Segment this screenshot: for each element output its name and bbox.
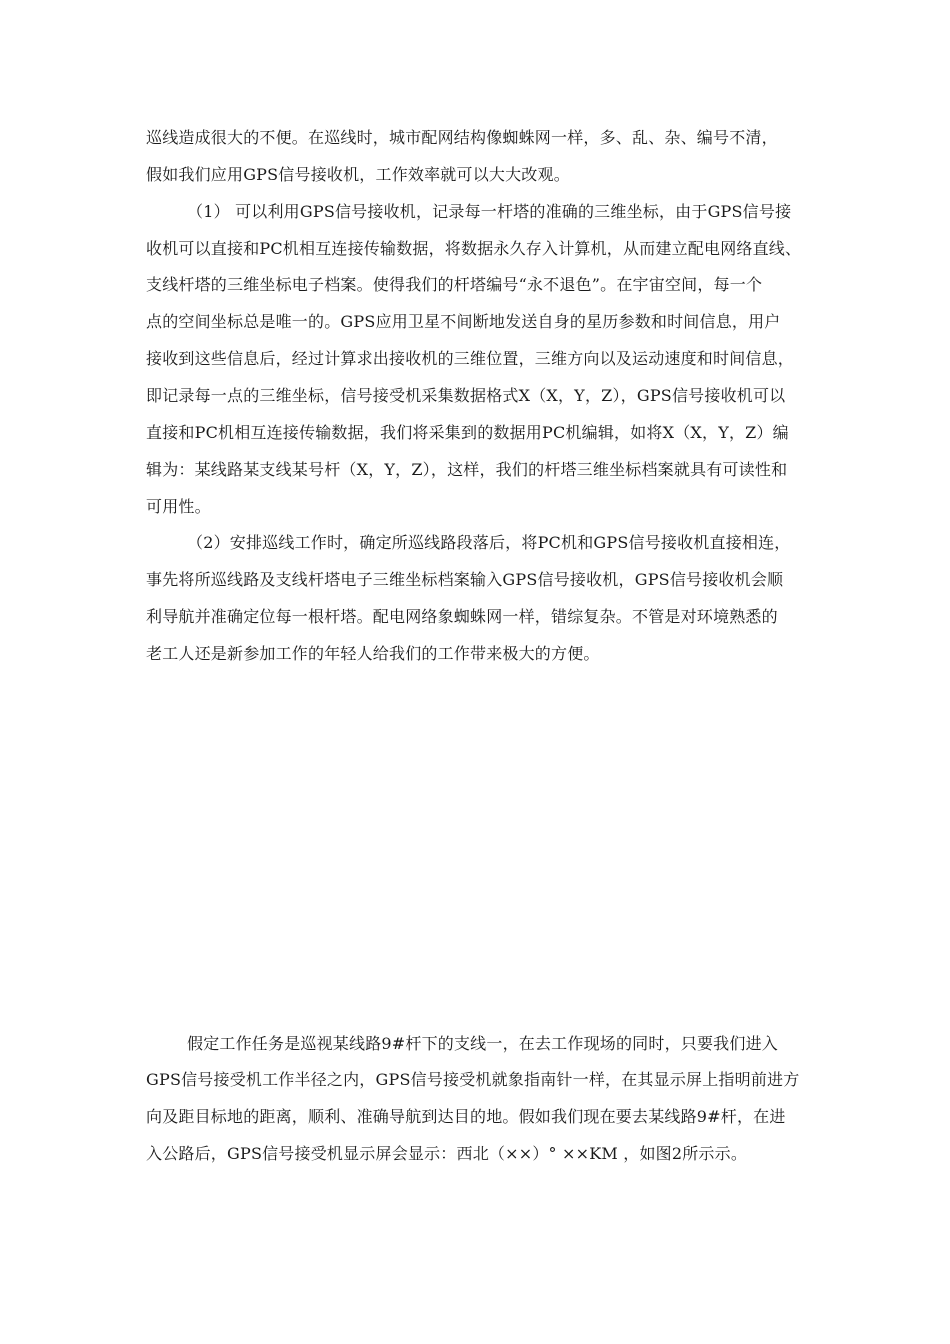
text-line: 入公路后，GPS信号接受机显示屏会显示：西北（××）° ××KM ，如图2所示示。 — [146, 1144, 748, 1163]
text-line: 支线杆塔的三维坐标电子档案。使得我们的杆塔编号“永不退色”。在宇宙空间，每一个 — [146, 275, 763, 294]
text-line: 利导航并准确定位每一根杆塔。配电网络象蜘蛛网一样，错综复杂。不管是对环境熟悉的 — [146, 607, 778, 626]
text-line: GPS信号接受机工作半径之内，GPS信号接受机就象指南针一样，在其显示屏上指明前进方 — [146, 1070, 800, 1089]
text-line: 接收到这些信息后，经过计算求出接收机的三维位置，三维方向以及运动速度和时间信息， — [146, 349, 795, 368]
text-line: 直接和PC机相互连接传输数据，我们将采集到的数据用PC机编辑，如将X（X，Y，Z）编 — [146, 423, 789, 442]
text-line: 老工人还是新参加工作的年轻人给我们的工作带来极大的方便。 — [146, 644, 600, 663]
text-line: （2）安排巡线工作时，确定所巡线路段落后，将PC机和GPS信号接收机直接相连， — [187, 533, 791, 552]
text-line: 向及距目标地的距离，顺利、准确导航到达目的地。假如我们现在要去某线路9#杆，在进 — [146, 1107, 786, 1126]
text-line: 辑为：某线路某支线某号杆（X，Y，Z），这样，我们的杆塔三维坐标档案就具有可读性和 — [146, 460, 788, 479]
text-line: 事先将所巡线路及支线杆塔电子三维坐标档案输入GPS信号接收机，GPS信号接收机会顺 — [146, 570, 784, 589]
text-line: （1） 可以利用GPS信号接收机，记录每一杆塔的准确的三维坐标，由于GPS信号接 — [187, 202, 792, 221]
text-line: 收机可以直接和PC机相互连接传输数据，将数据永久存入计算机，从而建立配电网络直线、 — [146, 239, 802, 258]
text-line: 点的空间坐标总是唯一的。GPS应用卫星不间断地发送自身的星历参数和时间信息，用户 — [146, 312, 781, 331]
text-line: 可用性。 — [146, 497, 211, 516]
text-line: 巡线造成很大的不便。在巡线时，城市配网结构像蜘蛛网一样，多、乱、杂、编号不清， — [146, 128, 778, 147]
text-line: 假定工作任务是巡视某线路9#杆下的支线一，在去工作现场的同时，只要我们进入 — [187, 1034, 778, 1053]
text-line: 即记录每一点的三维坐标，信号接受机采集数据格式X（X，Y，Z），GPS信号接收机可以 — [146, 386, 786, 405]
text-line: 假如我们应用GPS信号接收机，工作效率就可以大大改观。 — [146, 165, 570, 184]
